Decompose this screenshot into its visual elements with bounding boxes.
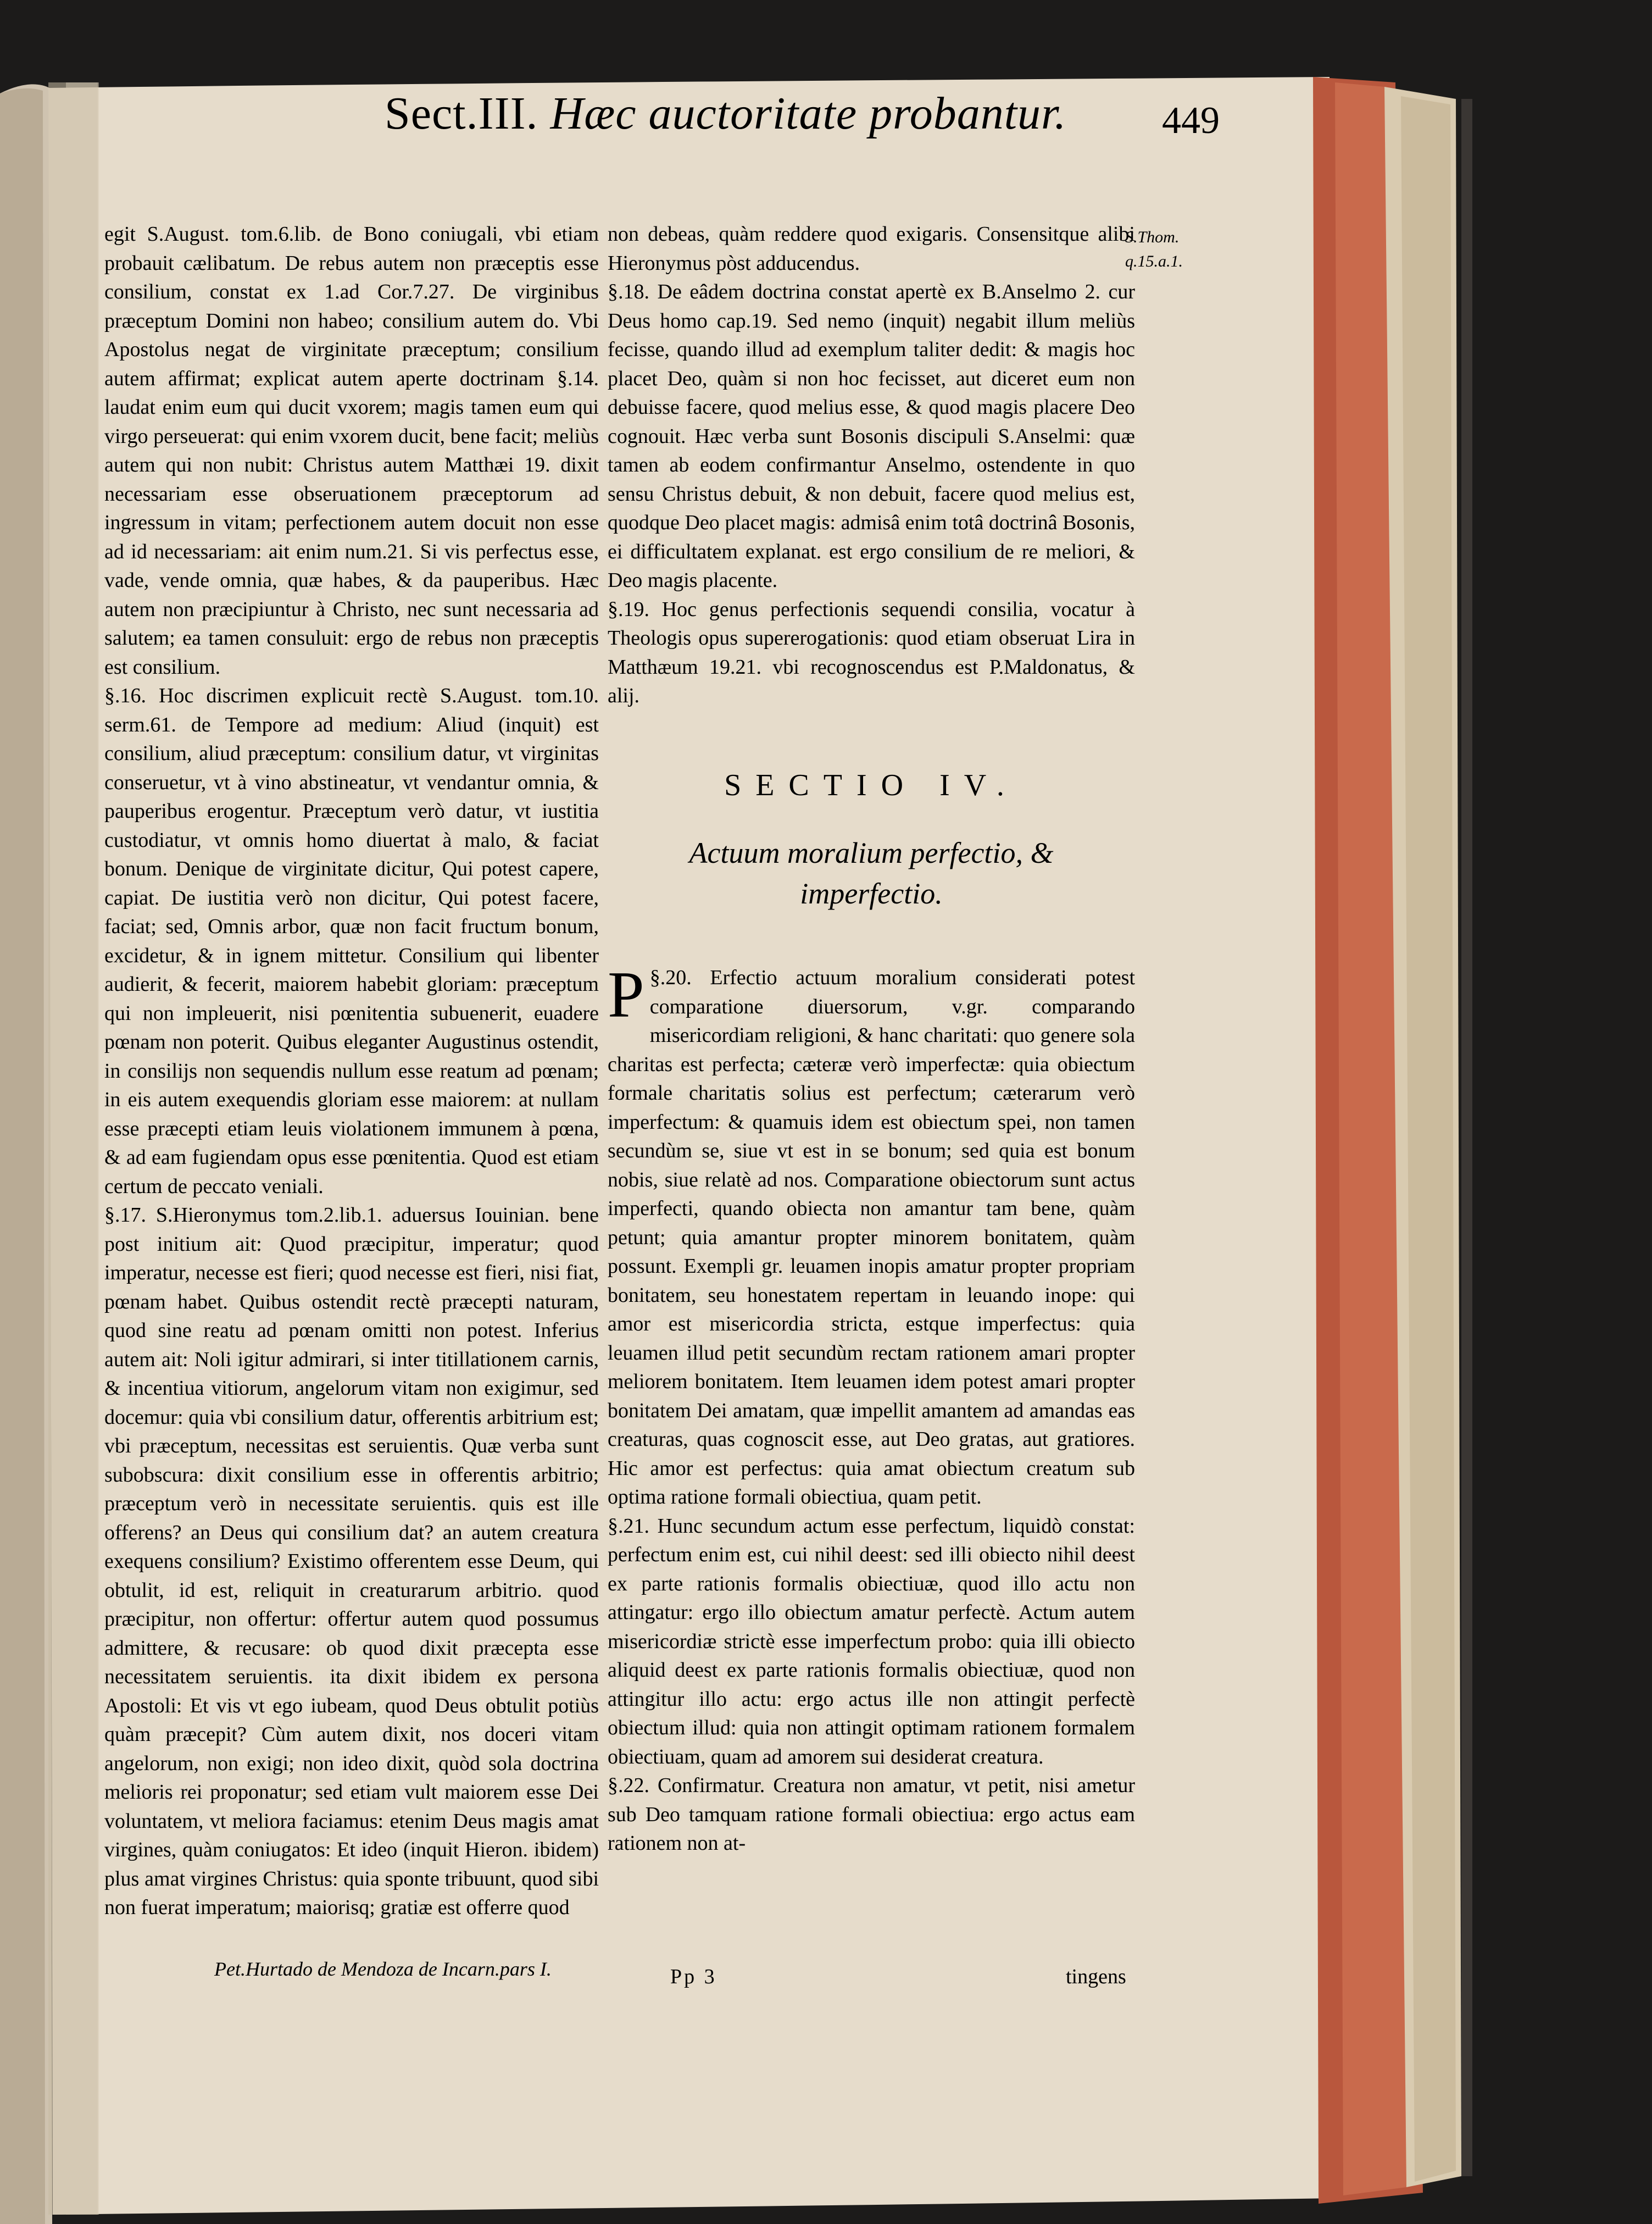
right-paragraph-4 bbox=[608, 958, 1136, 1512]
right-paragraph-1: non debeas, quàm reddere quod exigaris. Consensitque alibi Hieronymus pòst adducendus. bbox=[608, 223, 1135, 275]
catchword: tingens bbox=[1066, 1965, 1126, 1988]
section-heading: SECTIO IV. bbox=[724, 768, 1019, 802]
section-title bbox=[608, 833, 1135, 914]
signature-mark: Pp 3 bbox=[670, 1965, 717, 1988]
right-paragraph-3: §.19. Hoc genus perfectionis sequendi consilia, vocatur à Theologis opus supererogationis: quod etiam obseruat Lira in Matthæum 19.21. vbi recognoscendus est P.Maldonatus, & alij. bbox=[608, 597, 1135, 707]
page-number: 449 bbox=[1162, 99, 1220, 142]
right-paragraph-5: §.21. Hunc secundum actum esse perfectum, liquidò constat: perfectum enim est, cui nihil deest: sed illi obiecto nihil deest ex parte rationis formalis obiectiuæ, quod illo actu non attingatur: ergo illo obiectum amatur perfectè. Actum autem misericordiæ strictè esse imperfectum probo: quia illi obiecto aliquid deest ex parte rationis formalis obiectiuæ, quod non attingitur illo actu: ergo actus ille non attingit perfectè obiectum illud: quia non attingit optimam rationem formalem obiectiuam, quam ad amorem sui desiderat creatura. bbox=[608, 1514, 1135, 1768]
right-column bbox=[608, 220, 1135, 1858]
margin-note-line-2: q.15.a.1. bbox=[1125, 252, 1183, 270]
section-title-line-1: Actuum moralium perfectio, & bbox=[689, 836, 1054, 869]
right-paragraph-6: §.22. Confirmatur. Creatura non amatur, vt petit, nisi ametur sub Deo tamquam ratione formali obiectiua: ergo actus eam rationem non at- bbox=[608, 1774, 1135, 1855]
running-head bbox=[330, 81, 1231, 153]
right-paragraph-2: §.18. De eâdem doctrina constat apertè ex B.Anselmo 2. cur Deus homo cap.19. Sed nemo (inquit) negabit illum meliùs fecisse, quando illud ad exemplum taliter dedit: & magis hoc placet Deo, quàm si non hoc fecisset, aut diceret eum non debuisse facere, quod melius esse, & quod magis placere Deo cognouit. Hæc verba sunt Bosonis discipuli S.Anselmi: quæ tamen ab eodem confirmantur Anselmo, ostendente in quo sensu Christus debuit, & non debuit, facere quod melius est, quodque Deo placet magis: admisâ enim totâ doctrinâ Bosonis, ei difficultatem explanat. est ergo consilium de re meliori, & Deo magis placente. bbox=[608, 280, 1135, 592]
section-title-line-2: imperfectio. bbox=[800, 877, 943, 910]
section-running-title: Hæc auctoritate probantur. bbox=[550, 88, 1067, 139]
section-number: Sect.III. bbox=[385, 88, 538, 139]
author-title-footer: Pet.Hurtado de Mendoza de Incarn.pars I. bbox=[214, 1958, 552, 1980]
margin-note bbox=[1125, 225, 1191, 274]
drop-capital: P bbox=[608, 958, 644, 1031]
left-paragraph-1: egit S.August. tom.6.lib. de Bono coniugali, vbi etiam probauit cælibatum. De rebus autem non præceptis esse consilium, constat ex 1.ad Cor.7.27. De virginibus præceptum Domini non habeo; consilium autem do. Vbi Apostolus negat de virginitate præceptum; consilium autem affirmat; explicat autem aperte doctrinam §.14. laudat enim eum qui ducit vxorem; magis tamen eum qui virgo perseuerat: qui enim vxorem ducit, bene facit; meliùs autem qui non nubit: Christus autem Matthæi 19. dixit necessariam esse obseruationem præceptorum ad ingressum in vitam; perfectionem autem docuit non esse ad id necessariam: ait enim num.21. Si vis perfectus esse, vade, vende omnia, quæ habes, & da pauperibus. Hæc autem non præcipiuntur à Christo, nec sunt necessaria ad salutem; ea tamen consuluit: ergo de rebus non præceptis est consilium. bbox=[104, 223, 599, 679]
left-paragraph-2: §.16. Hoc discrimen explicuit rectè S.August. tom.10. serm.61. de Tempore ad medium: Aliud (inquit) est consilium, aliud præceptum: consilium datur, vt virginitas conseruetur, vt à vino abstineatur, vt vendantur omnia, & pauperibus erogentur. Præceptum verò datur, vt iustitia custodiatur, vt omnis homo diuertat à malo, & faciat bonum. Denique de virginitate dicitur, Qui potest capere, capiat. De iustitia verò non dicitur, Qui potest facere, faciat; sed, Omnis arbor, quæ non facit fructum bonum, excidetur, & in ignem mittetur. Consilium qui libenter audierit, & fecerit, maiorem habebit gloriam: præceptum qui non impleuerit, nisi pœnitentia subuenerit, euadere pœnam non poterit. Quibus eleganter Augustinus ostendit, in consilijs non sequendis nullum esse reatum ad pœnam; in eis autem exequendis gloriam esse maiorem: at nullam esse præcepti etiam leuis violationem immunem à pœna, & ad eam fugiendam opus esse pœnitentia. Quod est etiam certum de peccato veniali. bbox=[104, 684, 599, 1198]
paragraph-text: Erfectio actuum moralium considerati potest comparatione diuersorum, v.gr. comparando misericordiam religioni, & hanc charitati: quo genere sola charitas est perfecta; cæteræ verò imperfectæ: quia obiectum formale charitatis solius est perfectum; cæterarum verò imperfectum: & quamuis idem est obiectum spei, non tamen secundùm se, siue vt est in se bonum; sed quia est bonum nobis, siue relatè ad nos. Comparatione obiectorum sunt actus imperfecti, quando obiecta non amantur tam bene, quàm petunt; quia amantur propter minorem bonitatem, quàm possunt. Exempli gr. leuamen inopis amatur propter propriam bonitatem, seu honestatem repertam in leuando inope: qui amor est misericordia stricta, estque imperfectus: quia leuamen illud petit secundùm rectam rationem amari propter meliorem bonitatem. Item leuamen idem potest amari propter bonitatem Dei amatam, quæ impellit amantem ad amandas eas creaturas, quas cognoscit esse, aut Deo gratas, aut gratiores. Hic amor est perfectus: quia amat obiectum creatum sub optima ratione formali obiectiua, quam petit. bbox=[608, 966, 1136, 1508]
margin-note-line-1: S.Thom. bbox=[1125, 228, 1180, 246]
paragraph-number: §.20. bbox=[649, 966, 692, 989]
running-head-title bbox=[385, 87, 1066, 140]
left-paragraph-3: §.17. S.Hieronymus tom.2.lib.1. aduersus Iouinian. bene post initium ait: Quod præcipitur, imperatur; quod imperatur, necesse est fieri; quod necesse est fieri, nisi fiat, pœnam habet. Quibus ostendit rectè præcepti naturam, quod sine reatu ad pœnam omitti non potest. Inferius autem ait: Noli igitur admirari, si inter titillationem carnis, & incentiua vitiorum, angelorum vitam non exigimur, sed docemur: quia vbi consilium datur, offerentis arbitrium est; vbi præceptum, necessitas est seruientis. Quæ verba sunt subobscura: dixit consilium esse in offerentis arbitrio; præceptum verò in necessitate seruientis. quis est ille offerens? an Deus qui consilium dat? an autem creatura exequens consilium? Existimo offerentem esse Deum, qui obtulit, id est, reliquit in creaturarum arbitrio. quod præcipitur, non offertur: offertur autem quod possumus admittere, & recusare: ob quod dixit præcepta esse necessitatem seruientis. ita dixit ibidem ex persona Apostoli: Et vis vt ego iubeam, quod Deus obtulit potiùs quàm præcepit? Cùm autem dixit, nos doceri vitam angelorum, non exigi; non ideo dixit, quòd sola doctrina melioris rei proponatur; sed etiam vult maiorem esse Dei voluntatem, vt meliora faciamus: etenim Deus magis amat virgines, quàm coniugatos: Et ideo (inquit Hieron. ibidem) plus amat virgines Christus: quia sponte tribuunt, quod sibi non fuerat imperatum; maiorisq; gratiæ est offerre quod bbox=[104, 1203, 599, 1919]
left-column bbox=[104, 220, 599, 1922]
